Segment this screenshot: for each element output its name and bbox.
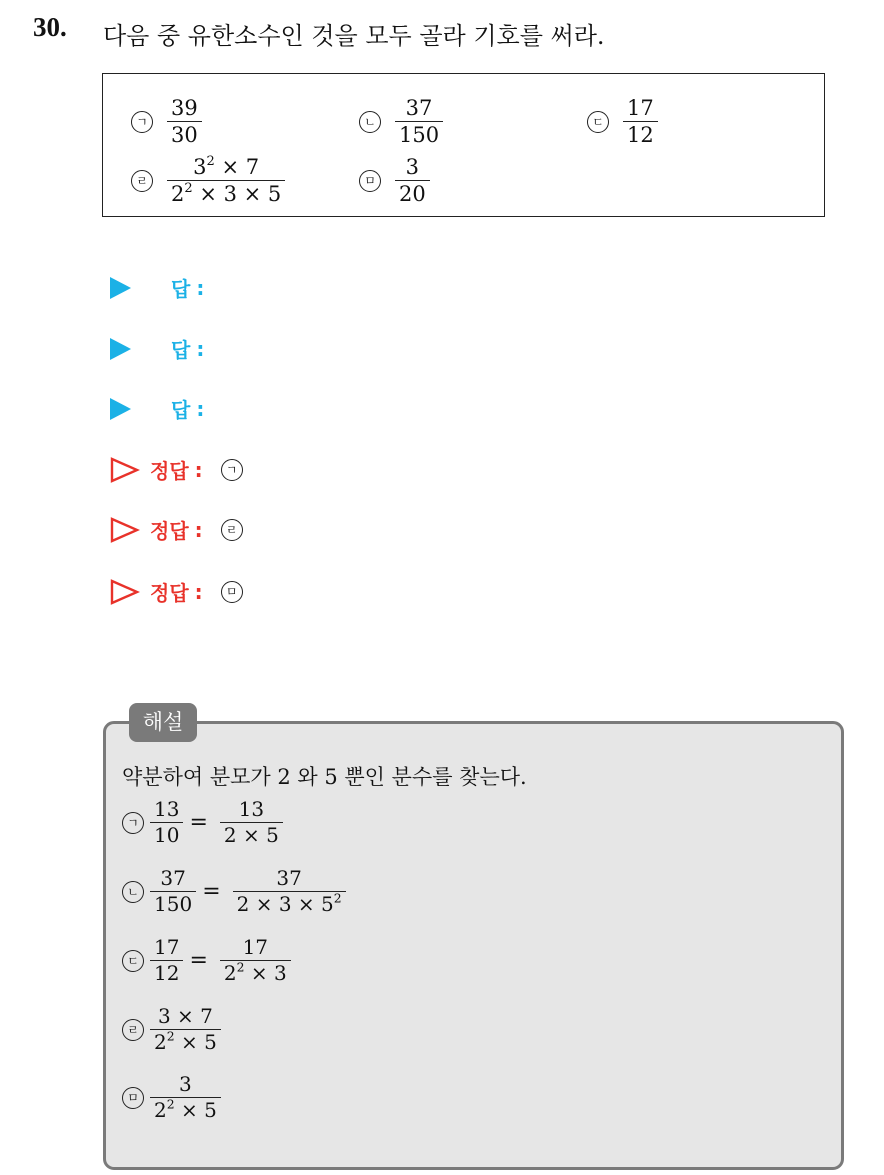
numerator: 37 bbox=[405, 96, 433, 120]
correct-mark: ㄱ bbox=[221, 459, 243, 481]
correct-colon: : bbox=[194, 517, 203, 542]
fraction bbox=[167, 97, 202, 146]
choice-mark: ㅁ bbox=[359, 170, 381, 192]
fraction bbox=[395, 156, 430, 205]
equals-sign: = bbox=[189, 810, 208, 835]
choice-1 bbox=[131, 97, 202, 146]
fraction bbox=[220, 937, 291, 984]
exponent: 2 bbox=[333, 890, 342, 906]
explanation-line-4 bbox=[122, 1006, 221, 1053]
denominator: 10 bbox=[150, 822, 183, 846]
play-triangle-icon bbox=[110, 277, 131, 299]
numerator: $3^2 \times 7$ bbox=[193, 153, 260, 179]
denominator: 150 bbox=[150, 891, 196, 915]
equals-sign: = bbox=[202, 879, 221, 904]
denominator: $2^2 \times 5$ bbox=[150, 1029, 221, 1053]
play-triangle-icon bbox=[110, 338, 131, 360]
numerator: 37 bbox=[276, 866, 302, 890]
explanation-tab: 해설 bbox=[129, 703, 197, 742]
denominator: 150 bbox=[395, 121, 443, 146]
fraction bbox=[167, 153, 285, 207]
correct-colon: : bbox=[194, 579, 203, 604]
fraction bbox=[150, 937, 183, 984]
choice-mark: ㄱ bbox=[131, 111, 153, 133]
exponent: 2 bbox=[184, 180, 193, 196]
fraction bbox=[150, 1006, 221, 1053]
numerator: 17 bbox=[627, 96, 654, 120]
exponent: 2 bbox=[206, 153, 215, 169]
choice-4 bbox=[131, 153, 285, 207]
numerator: 17 bbox=[154, 935, 180, 959]
numerator: 3 bbox=[405, 155, 420, 179]
denominator: 12 bbox=[623, 121, 658, 146]
denominator: $2 \times 3 \times 5^2$ bbox=[233, 891, 346, 915]
explanation-intro: 약분하여 분모가 2 와 5 뿐인 분수를 찾는다. bbox=[122, 765, 527, 789]
exponent: 2 bbox=[236, 959, 245, 975]
explanation-mark: ㄴ bbox=[122, 881, 144, 903]
exponent: 2 bbox=[166, 1028, 175, 1044]
question-text: 다음 중 유한소수인 것을 모두 골라 기호를 써라. bbox=[103, 22, 605, 50]
answer-colon: : bbox=[196, 336, 205, 361]
denominator: $2^2 \times 3$ bbox=[220, 960, 291, 984]
choice-mark: ㄹ bbox=[131, 170, 153, 192]
choice-2 bbox=[359, 97, 443, 146]
hollow-triangle-icon bbox=[110, 457, 140, 483]
numerator: 39 bbox=[171, 96, 198, 120]
explanation-mark: ㅁ bbox=[122, 1087, 144, 1109]
answer-label: 답 bbox=[171, 398, 191, 422]
choices-box bbox=[102, 73, 825, 217]
hollow-triangle-icon bbox=[110, 579, 140, 605]
explanation-line-5 bbox=[122, 1074, 221, 1121]
explanation-line-2 bbox=[122, 868, 346, 915]
numerator: 17 bbox=[242, 935, 269, 959]
numerator: 13 bbox=[154, 797, 180, 821]
fraction bbox=[150, 868, 196, 915]
correct-colon: : bbox=[194, 457, 203, 482]
denominator: $2^2 \times 3 \times 5$ bbox=[167, 180, 285, 205]
fraction bbox=[220, 799, 283, 846]
answer-row-2[interactable] bbox=[110, 334, 204, 363]
choice-mark: ㄷ bbox=[587, 111, 609, 133]
answer-label: 답 bbox=[171, 338, 191, 362]
correct-label: 정답 bbox=[150, 459, 189, 483]
correct-mark: ㄹ bbox=[221, 519, 243, 541]
correct-row-1 bbox=[110, 455, 243, 484]
correct-row-2 bbox=[110, 515, 243, 544]
explanation-line-1 bbox=[122, 799, 283, 846]
denominator: 2 × 5 bbox=[220, 822, 283, 846]
equals-sign: = bbox=[189, 948, 208, 973]
hollow-triangle-icon bbox=[110, 517, 140, 543]
denominator: 20 bbox=[395, 180, 430, 205]
fraction bbox=[623, 97, 658, 146]
choice-5 bbox=[359, 156, 430, 205]
explanation-mark: ㄹ bbox=[122, 1019, 144, 1041]
fraction bbox=[150, 799, 183, 846]
explanation-mark: ㄱ bbox=[122, 812, 144, 834]
denominator: $2^2 \times 5$ bbox=[150, 1097, 221, 1121]
choice-mark: ㄴ bbox=[359, 111, 381, 133]
answer-row-1[interactable] bbox=[110, 273, 204, 302]
explanation-line-3 bbox=[122, 937, 291, 984]
answer-colon: : bbox=[196, 396, 205, 421]
answer-label: 답 bbox=[171, 277, 191, 301]
correct-row-3 bbox=[110, 577, 243, 606]
correct-label: 정답 bbox=[150, 519, 189, 543]
play-triangle-icon bbox=[110, 398, 131, 420]
denominator: 30 bbox=[167, 121, 202, 146]
fraction bbox=[395, 97, 443, 146]
choice-3 bbox=[587, 97, 658, 146]
correct-mark: ㅁ bbox=[221, 581, 243, 603]
denominator: 12 bbox=[150, 960, 183, 984]
fraction bbox=[150, 1074, 221, 1121]
correct-label: 정답 bbox=[150, 581, 189, 605]
explanation-mark: ㄷ bbox=[122, 950, 144, 972]
answer-row-3[interactable] bbox=[110, 394, 204, 423]
question-number: 30. bbox=[33, 12, 67, 42]
numerator: 37 bbox=[160, 866, 186, 890]
answer-colon: : bbox=[196, 275, 205, 300]
exponent: 2 bbox=[166, 1096, 175, 1112]
fraction bbox=[233, 868, 346, 915]
numerator: 3 bbox=[179, 1072, 192, 1096]
numerator: 3 × 7 bbox=[157, 1004, 213, 1028]
numerator: 13 bbox=[238, 797, 265, 821]
